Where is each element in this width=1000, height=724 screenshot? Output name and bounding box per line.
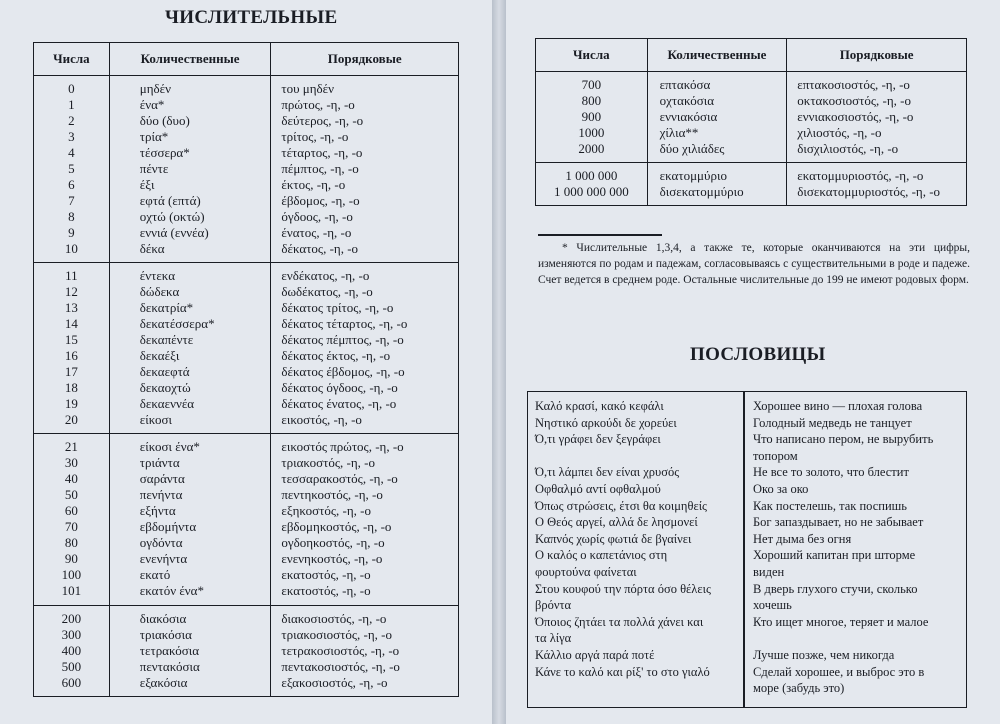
proverbs-greek bbox=[535, 398, 739, 680]
proverbs-title: ПОСЛОВИЦЫ bbox=[690, 344, 826, 365]
number-cell: 1000 bbox=[578, 125, 605, 141]
table-row bbox=[536, 93, 967, 109]
numerals-table-left bbox=[33, 42, 459, 697]
table-row bbox=[34, 605, 459, 627]
number-cell: 5 bbox=[68, 161, 75, 177]
table-row bbox=[34, 97, 459, 113]
cardinal-cell: δισεκατομμύριο bbox=[647, 184, 787, 206]
number-cell: 200 bbox=[34, 605, 110, 627]
ordinal-cell: δέκατος τρίτος, -η, -ο bbox=[271, 300, 459, 316]
number-cell: 9 bbox=[68, 225, 75, 241]
ordinal-cell: επτακοσιοστός, -η, -ο bbox=[787, 72, 967, 94]
cardinal-cell: χίλια** bbox=[647, 125, 787, 141]
ordinal-cell: τέταρτος, -η, -ο bbox=[271, 145, 459, 161]
proverb-line: В дверь глухого стучи, сколько bbox=[753, 581, 918, 596]
number-cell: 2000 bbox=[578, 141, 605, 157]
number-cell: 6 bbox=[68, 177, 75, 193]
number-cell: 400 bbox=[61, 642, 82, 658]
table-row bbox=[34, 396, 459, 412]
ordinal-cell: δωδέκατος, -η, -ο bbox=[271, 284, 459, 300]
number-cell: 60 bbox=[64, 503, 78, 519]
table-row bbox=[34, 193, 459, 209]
number-cell: 14 bbox=[64, 316, 78, 332]
number-cell: 10 bbox=[64, 241, 78, 257]
table-row bbox=[34, 659, 459, 675]
cardinal-cell: εκατόν ένα* bbox=[109, 583, 271, 605]
ordinal-cell: εξακοσιοστός, -η, -ο bbox=[271, 675, 459, 697]
proverb-line: Στου κουφού την πόρτα όσο θέλεις bbox=[535, 581, 711, 596]
ordinal-cell: εβδομηκοστός, -η, -ο bbox=[271, 519, 459, 535]
cardinal-cell: δέκα bbox=[109, 241, 271, 263]
proverb-line: τα λίγα bbox=[535, 631, 572, 646]
cardinal-cell: εκατομμύριο bbox=[647, 163, 787, 185]
table-row bbox=[34, 300, 459, 316]
cardinal-cell: ένα* bbox=[109, 97, 271, 113]
ordinal-cell: εικοστός πρώτος, -η, -ο bbox=[271, 434, 459, 456]
number-cell: 18 bbox=[64, 380, 78, 396]
cardinal-cell: σαράντα bbox=[109, 471, 271, 487]
table-row bbox=[34, 519, 459, 535]
proverb-line: Хороший капитан при шторме bbox=[753, 548, 916, 563]
cardinal-cell: εβδομήντα bbox=[109, 519, 271, 535]
cardinal-cell: εξήντα bbox=[109, 503, 271, 519]
ordinal-cell: δέκατος έβδομος, -η, -ο bbox=[271, 364, 459, 380]
ordinal-cell: εξηκοστός, -η, -ο bbox=[271, 503, 459, 519]
cardinal-cell: έντεκα bbox=[109, 263, 271, 285]
table-row bbox=[536, 72, 967, 94]
ordinal-cell: δισεκατομμυριοστός, -η, -ο bbox=[787, 184, 967, 206]
ordinal-cell: δεύτερος, -η, -ο bbox=[271, 113, 459, 129]
ordinal-cell: έβδομος, -η, -ο bbox=[271, 193, 459, 209]
table-row bbox=[34, 284, 459, 300]
proverb-line: топором bbox=[753, 448, 798, 463]
ordinal-cell: δισχιλιοστός, -η, -ο bbox=[787, 141, 967, 163]
numerals-table-right bbox=[535, 38, 967, 206]
cardinal-cell: πεντακόσια bbox=[109, 659, 271, 675]
footnote-rule bbox=[538, 234, 662, 236]
cardinal-cell: δύο (δυο) bbox=[109, 113, 271, 129]
table-row bbox=[34, 76, 459, 98]
table-row bbox=[34, 471, 459, 487]
ordinal-cell: δέκατος όγδοος, -η, -ο bbox=[271, 380, 459, 396]
table-row bbox=[34, 209, 459, 225]
cardinal-cell: τρία* bbox=[109, 129, 271, 145]
table-row bbox=[34, 487, 459, 503]
cardinal-cell: δεκαεννέα bbox=[109, 396, 271, 412]
table-row bbox=[34, 145, 459, 161]
proverb-line: Ο Θεός αργεί, αλλά δε λησμονεί bbox=[535, 515, 698, 530]
number-cell: 30 bbox=[64, 455, 78, 471]
proverb-line: Бог запаздывает, но не забывает bbox=[753, 515, 924, 530]
proverb-line: Кто ищет многое, теряет и малое bbox=[753, 614, 929, 629]
cardinal-cell: ογδόντα bbox=[109, 535, 271, 551]
ordinal-cell: ένατος, -η, -ο bbox=[271, 225, 459, 241]
number-cell: 101 bbox=[61, 583, 82, 599]
ordinal-cell: όγδοος, -η, -ο bbox=[271, 209, 459, 225]
number-cell: 20 bbox=[64, 412, 78, 428]
table-row bbox=[34, 364, 459, 380]
ordinal-cell: χιλιοστός, -η, -ο bbox=[787, 125, 967, 141]
proverb-line: Καλό κρασί, κακό κεφάλι bbox=[535, 399, 664, 413]
header-numbers: Числа bbox=[34, 43, 110, 76]
ordinal-cell: δέκατος τέταρτος, -η, -ο bbox=[271, 316, 459, 332]
proverb-line: Κάλλιο αργά παρά ποτέ bbox=[535, 647, 655, 662]
cardinal-cell: τετρακόσια bbox=[109, 643, 271, 659]
header-numbers: Числа bbox=[536, 39, 648, 72]
header-cardinal: Количественные bbox=[109, 43, 271, 76]
cardinal-cell: έξι bbox=[109, 177, 271, 193]
cardinal-cell: δεκαεφτά bbox=[109, 364, 271, 380]
number-cell: 2 bbox=[68, 113, 75, 129]
proverb-line: Οφθαλμό αντί οφθαλμού bbox=[535, 481, 661, 496]
table-row bbox=[34, 225, 459, 241]
table-row bbox=[536, 141, 967, 163]
proverb-line: Καπνός χωρίς φωτιά δε βγαίνει bbox=[535, 531, 692, 546]
number-cell: 21 bbox=[34, 434, 110, 456]
ordinal-cell: τρίτος, -η, -ο bbox=[271, 129, 459, 145]
number-cell: 500 bbox=[61, 658, 82, 674]
table-row bbox=[34, 567, 459, 583]
ordinal-cell: εκατομμυριοστός, -η, -ο bbox=[787, 163, 967, 185]
cardinal-cell: δώδεκα bbox=[109, 284, 271, 300]
ordinal-cell: εικοστός, -η, -ο bbox=[271, 412, 459, 434]
proverb-line: Нет дыма без огня bbox=[753, 531, 852, 546]
cardinal-cell: δεκαπέντε bbox=[109, 332, 271, 348]
proverb-line: φουρτούνα φαίνεται bbox=[535, 564, 637, 579]
number-cell: 80 bbox=[64, 535, 78, 551]
table-row bbox=[34, 177, 459, 193]
cardinal-cell: επτακόσα bbox=[647, 72, 787, 94]
number-cell: 700 bbox=[581, 77, 602, 93]
cardinal-cell: πέντε bbox=[109, 161, 271, 177]
ordinal-cell: τριακοστός, -η, -ο bbox=[271, 455, 459, 471]
proverb-line: хочешь bbox=[753, 598, 792, 613]
proverb-line: Голодный медведь не танцует bbox=[753, 415, 912, 430]
proverb-line: Что написано пером, не вырубить bbox=[753, 432, 934, 447]
ordinal-cell: πέμπτος, -η, -ο bbox=[271, 161, 459, 177]
ordinal-cell: οκτακοσιοστός, -η, -ο bbox=[787, 93, 967, 109]
cardinal-cell: τέσσερα* bbox=[109, 145, 271, 161]
proverb-line: Νηστικό αρκούδι δε χορεύει bbox=[535, 415, 677, 430]
proverb-line: Сделай хорошее, и выброс это в bbox=[753, 664, 925, 679]
cardinal-cell: εξακόσια bbox=[109, 675, 271, 697]
cardinal-cell: εφτά (επτά) bbox=[109, 193, 271, 209]
table-row bbox=[34, 583, 459, 605]
header-ordinal: Порядковые bbox=[787, 39, 967, 72]
table-row bbox=[34, 535, 459, 551]
table-row bbox=[34, 161, 459, 177]
proverbs-divider bbox=[743, 391, 745, 708]
number-cell: 1 000 000 bbox=[536, 163, 648, 185]
number-cell: 19 bbox=[64, 396, 78, 412]
table-row bbox=[34, 316, 459, 332]
ordinal-cell: τριακοσιοστός, -η, -ο bbox=[271, 627, 459, 643]
cardinal-cell: δεκατρία* bbox=[109, 300, 271, 316]
numerals-title: ЧИСЛИТЕЛЬНЫЕ bbox=[165, 7, 338, 28]
number-cell: 100 bbox=[61, 567, 82, 583]
table-row bbox=[34, 348, 459, 364]
cardinal-cell: δεκαοχτώ bbox=[109, 380, 271, 396]
proverb-line: Око за око bbox=[753, 481, 809, 496]
proverb-line bbox=[535, 448, 739, 465]
number-cell: 3 bbox=[68, 129, 75, 145]
cardinal-cell: είκοσι ένα* bbox=[109, 434, 271, 456]
number-cell: 300 bbox=[61, 626, 82, 642]
number-cell: 40 bbox=[64, 471, 78, 487]
number-cell: 600 bbox=[61, 674, 82, 690]
ordinal-cell: τεσσαρακοστός, -η, -ο bbox=[271, 471, 459, 487]
ordinal-cell: δέκατος ένατος, -η, -ο bbox=[271, 396, 459, 412]
cardinal-cell: ενενήντα bbox=[109, 551, 271, 567]
proverb-line: Лучше позже, чем никогда bbox=[753, 647, 895, 662]
table-row bbox=[536, 163, 967, 185]
cardinal-cell: εννιακόσια bbox=[647, 109, 787, 125]
number-cell: 0 bbox=[68, 81, 75, 97]
table-row bbox=[34, 675, 459, 697]
table-row bbox=[34, 551, 459, 567]
ordinal-cell: δέκατος έκτος, -η, -ο bbox=[271, 348, 459, 364]
proverb-line: виден bbox=[753, 564, 785, 579]
number-cell: 7 bbox=[68, 193, 75, 209]
table-row bbox=[34, 503, 459, 519]
proverb-line: Ό,τι γράφει δεν ξεγράφει bbox=[535, 432, 661, 447]
ordinal-cell: ογδοηκοστός, -η, -ο bbox=[271, 535, 459, 551]
proverb-line: Όπως στρώσεις, έτσι θα κοιμηθείς bbox=[535, 498, 708, 513]
cardinal-cell: εννιά (εννέα) bbox=[109, 225, 271, 241]
cardinal-cell: πενήντα bbox=[109, 487, 271, 503]
cardinal-cell: δύο χιλιάδες bbox=[647, 141, 787, 163]
number-cell: 1 000 000 000 bbox=[553, 184, 629, 200]
footnote: * Числительные 1,3,4, а также те, которые оканчиваются на эти цифры, изменяются по родам и падежам, согласовываясь с существительными в роде и падеже. Счет ведется в среднем роде. Остальные числительные до 199 не имеют родовых форм. bbox=[538, 242, 970, 286]
cardinal-cell: διακόσια bbox=[109, 605, 271, 627]
ordinal-cell: δέκατος πέμπτος, -η, -ο bbox=[271, 332, 459, 348]
book-gutter bbox=[492, 0, 506, 724]
cardinal-cell: δεκαέξι bbox=[109, 348, 271, 364]
ordinal-cell: ενενηκοστός, -η, -ο bbox=[271, 551, 459, 567]
number-cell: 13 bbox=[64, 300, 78, 316]
proverb-line: Как постелешь, так поспишь bbox=[753, 498, 907, 513]
number-cell: 11 bbox=[34, 263, 110, 285]
proverb-line: Не все то золото, что блестит bbox=[753, 465, 909, 480]
ordinal-cell: εκατοστός, -η, -ο bbox=[271, 567, 459, 583]
ordinal-cell: δέκατος, -η, -ο bbox=[271, 241, 459, 263]
cardinal-cell: οχτακόσια bbox=[647, 93, 787, 109]
proverb-line: Ο καλός ο καπετάνιος στη bbox=[535, 548, 668, 563]
ordinal-cell: ενδέκατος, -η, -ο bbox=[271, 263, 459, 285]
number-cell: 900 bbox=[581, 109, 602, 125]
number-cell: 16 bbox=[64, 348, 78, 364]
number-cell: 90 bbox=[64, 551, 78, 567]
proverbs-russian bbox=[753, 398, 963, 697]
cardinal-cell: δεκατέσσερα* bbox=[109, 316, 271, 332]
cardinal-cell: οχτώ (οκτώ) bbox=[109, 209, 271, 225]
number-cell: 70 bbox=[64, 519, 78, 535]
proverb-line: море (забудь это) bbox=[753, 681, 845, 696]
number-cell: 17 bbox=[64, 364, 78, 380]
header-ordinal: Порядковые bbox=[271, 43, 459, 76]
table-row bbox=[34, 380, 459, 396]
cardinal-cell: μηδέν bbox=[109, 76, 271, 98]
ordinal-cell: εκατοστός, -η, -ο bbox=[271, 583, 459, 605]
table-row bbox=[34, 263, 459, 285]
table-row bbox=[34, 113, 459, 129]
proverb-line: Κάνε το καλό και ρίξ' το στο γιαλό bbox=[535, 664, 710, 679]
proverb-line: Όποιος ζητάει τα πολλά χάνει και bbox=[535, 614, 704, 629]
cardinal-cell: τριακόσια bbox=[109, 627, 271, 643]
proverb-line: Хорошее вино — плохая голова bbox=[753, 399, 923, 413]
table-row bbox=[536, 184, 967, 206]
table-row bbox=[34, 332, 459, 348]
cardinal-cell: τριάντα bbox=[109, 455, 271, 471]
ordinal-cell: πεντακοσιοστός, -η, -ο bbox=[271, 659, 459, 675]
number-cell: 1 bbox=[68, 97, 75, 113]
table-row bbox=[34, 412, 459, 434]
number-cell: 4 bbox=[68, 145, 75, 161]
ordinal-cell: εννιακοσιοστός, -η, -ο bbox=[787, 109, 967, 125]
table-row bbox=[34, 434, 459, 456]
table-row bbox=[536, 109, 967, 125]
number-cell: 15 bbox=[64, 332, 78, 348]
header-cardinal: Количественные bbox=[647, 39, 787, 72]
ordinal-cell: πρώτος, -η, -ο bbox=[271, 97, 459, 113]
proverb-line: Ό,τι λάμπει δεν είναι χρυσός bbox=[535, 465, 680, 480]
ordinal-cell: πεντηκοστός, -η, -ο bbox=[271, 487, 459, 503]
proverb-line bbox=[753, 630, 963, 647]
table-row bbox=[34, 241, 459, 263]
number-cell: 800 bbox=[581, 93, 602, 109]
cardinal-cell: εκατό bbox=[109, 567, 271, 583]
number-cell: 12 bbox=[64, 284, 78, 300]
table-row bbox=[536, 125, 967, 141]
table-row bbox=[34, 627, 459, 643]
ordinal-cell: διακοσιοστός, -η, -ο bbox=[271, 605, 459, 627]
ordinal-cell: έκτος, -η, -ο bbox=[271, 177, 459, 193]
number-cell: 50 bbox=[64, 487, 78, 503]
ordinal-cell: του μηδέν bbox=[271, 76, 459, 98]
number-cell: 8 bbox=[68, 209, 75, 225]
ordinal-cell: τετρακοσιοστός, -η, -ο bbox=[271, 643, 459, 659]
proverb-line: βρόντα bbox=[535, 598, 572, 613]
cardinal-cell: είκοσι bbox=[109, 412, 271, 434]
table-row bbox=[34, 455, 459, 471]
table-row bbox=[34, 643, 459, 659]
table-row bbox=[34, 129, 459, 145]
